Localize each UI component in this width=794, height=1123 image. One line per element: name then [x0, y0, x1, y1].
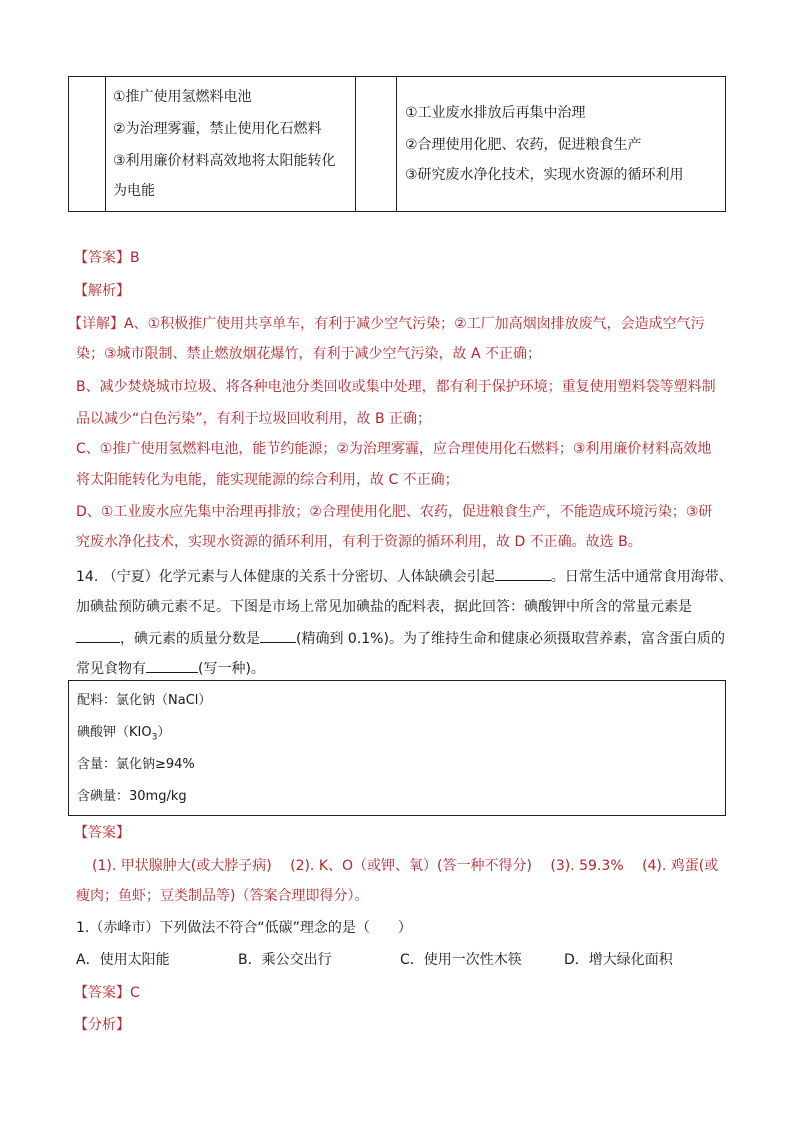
ingredient-text: 碘酸钾（KIO [77, 725, 152, 740]
answer-label: 【答案】C [74, 985, 140, 1001]
question-text: 14. （宁夏）化学元素与人体健康的关系十分密切、人体缺碘会引起 [76, 569, 495, 585]
detail-line: D、①工业废水应先集中治理再排放；②合理使用化肥、农药，促进粮食生产，不能造成环境污染；③研 [76, 504, 713, 520]
fill-blank[interactable] [260, 627, 296, 643]
question-14-line [76, 565, 733, 587]
analysis-label: 【分析】 [74, 1017, 130, 1033]
option-a[interactable]: A．使用太阳能 [76, 952, 170, 968]
ingredient-line: 含碘量：30mg/kg [77, 789, 187, 804]
table-divider [396, 77, 397, 211]
question-1-stem: 1.（赤峰市）下列做法不符合“低碳”理念的是（ ） [76, 920, 412, 936]
table-cell-line: ③利用廉价材料高效地将太阳能转化 [113, 153, 336, 169]
option-d[interactable]: D．增大绿化面积 [564, 952, 673, 968]
ingredient-line [77, 723, 170, 748]
detail-line: 染；③城市限制、禁止燃放烟花爆竹，有利于减少空气污染，故 A 不正确； [76, 346, 542, 362]
table-cell-line: ②合理使用化肥、农药，促进粮食生产 [405, 137, 642, 153]
table-cell-line: ①工业废水排放后再集中治理 [405, 105, 586, 121]
option-b[interactable]: B．乘公交出行 [238, 952, 332, 968]
table-divider [105, 77, 106, 211]
table-divider [355, 77, 356, 211]
option-c[interactable]: C．使用一次性木筷 [400, 952, 522, 968]
answer-line: 瘦肉；鱼虾；豆类制品等)（答案合理即得分）。 [76, 888, 369, 904]
question-text: (精确到 0.1%)。为了维持生命和健康必须摄取营养素，富含蛋白质的 [296, 631, 725, 647]
question-text: 常见食物有 [76, 661, 146, 677]
ingredient-line: 配料：氯化钠（NaCl） [77, 693, 212, 708]
fill-blank[interactable] [76, 627, 120, 643]
detail-line: 将太阳能转化为电能，能实现能源的综合利用，故 C 不正确； [76, 472, 459, 488]
answer-label: 【答案】B [74, 250, 140, 266]
subscript: 3 [151, 732, 158, 743]
question-text: 。日常生活中通常食用海带、 [550, 569, 733, 585]
table-cell-line: ③研究废水净化技术，实现水资源的循环利用 [405, 167, 684, 183]
ingredient-text: ） [157, 725, 171, 740]
table-cell-line: 为电能 [113, 183, 155, 199]
detail-line: 究废水净化技术，实现水资源的循环利用，有利于资源的循环利用，故 D 不正确。故选 B。 [76, 534, 642, 550]
question-14-line [76, 627, 725, 649]
question-text: ，碘元素的质量分数是 [120, 631, 260, 647]
detail-line: 【详解】A、①积极推广使用共享单车，有利于减少空气污染；②工厂加高烟囱排放废气，会造成空气污 [68, 316, 705, 332]
ingredient-table [68, 680, 726, 816]
question-14-line: 加碘盐预防碘元素不足。下图是市场上常见加碘盐的配料表，据此回答：碘酸钾中所含的常量元素是 [76, 599, 692, 615]
question-text: (写一种)。 [198, 661, 265, 677]
question-14-line [76, 657, 265, 679]
detail-line: 品以减少“白色污染”，有利于垃圾回收利用，故 B 正确； [76, 411, 432, 427]
detail-line: B、减少焚烧城市垃圾、将各种电池分类回收或集中处理，都有利于保护环境；重复使用塑料袋等塑料制 [76, 379, 716, 395]
fill-blank[interactable] [495, 565, 551, 581]
detail-line: C、①推广使用氢燃料电池，能节约能源；②为治理雾霾，应合理使用化石燃料；③利用廉价材料高效地 [76, 441, 712, 457]
table-cell-line: ②为治理雾霾，禁止使用化石燃料 [113, 121, 322, 137]
analysis-label: 【解析】 [74, 283, 130, 299]
answer-line: (1). 甲状腺肿大(或大脖子病) (2). K、O（或钾、氧）(答一种不得分) (3). 59.3% (4). 鸡蛋(或 [92, 858, 719, 874]
table-cell-line: ①推广使用氢燃料电池 [113, 89, 252, 105]
fill-blank[interactable] [146, 657, 198, 673]
answer-label: 【答案】 [74, 825, 130, 841]
ingredient-line: 含量：氯化钠≥94% [77, 757, 195, 772]
options-table [68, 76, 726, 212]
